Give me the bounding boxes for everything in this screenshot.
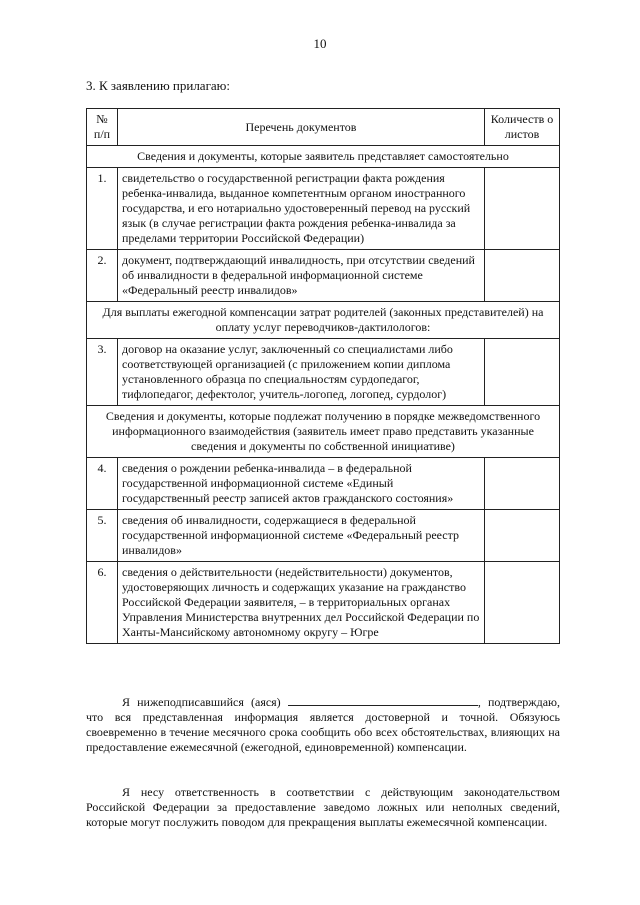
declaration-after: , подтверждаю, что вся представленная информация является достоверной и точной. Обязуюсь своевременно в течение месячного срока сообщить обо всех обстоятельствах, влияющих на предоставление ежемесячной (ежегодной, единовременной) компенсации. [86,695,560,754]
responsibility-paragraph: Я несу ответственность в соответствии с действующим законодательством Российской Федерации за предоставление заведомо ложных или неполных сведений, которые могут послужить поводом для прекращения выплаты ежемесячной компенсации. [86,785,560,829]
row-num: 5. [87,510,118,562]
table-row [87,562,560,644]
row-count[interactable] [485,168,560,250]
table-row [87,458,560,510]
row-count[interactable] [485,510,560,562]
section-title-self: Сведения и документы, которые заявитель представляет самостоятельно [87,146,560,168]
table-row [87,168,560,250]
row-num: 2. [87,250,118,302]
row-num: 6. [87,562,118,644]
row-text: свидетельство о государственной регистрации факта рождения ребенка-инвалида, выданное компетентным органом иностранного государства, и его нотариально удостоверенный перевод на русский язык (в случае регистрации факта рождения ребенка-инвалида за пределами территории Российской Федерации) [118,168,485,250]
table-row [87,510,560,562]
row-count[interactable] [485,250,560,302]
row-text: сведения о рождении ребенка-инвалида – в федеральной государственной информационной системе «Единый государственный реестр записей актов гражданского состояния» [118,458,485,510]
row-num: 3. [87,339,118,406]
row-count[interactable] [485,562,560,644]
declaration-paragraph [86,695,560,755]
section-heading: 3. К заявлению прилагаю: [86,78,231,93]
section-title-annual: Для выплаты ежегодной компенсации затрат родителей (законных представителей) на оплату услуг переводчиков-дактилологов: [87,302,560,339]
section-row [87,302,560,339]
row-text: договор на оказание услуг, заключенный со специалистами либо соответствующей организацией (с приложением копии диплома установленного образца по специальностям сурдопедагог, тифлопедагог, дефектолог, учитель-логопед, логопед, сурдолог) [118,339,485,406]
page-number: 10 [313,36,327,51]
table-header-row [87,109,560,146]
row-text: сведения об инвалидности, содержащиеся в федеральной государственной информационной системе «Федеральный реестр инвалидов» [118,510,485,562]
table-row [87,339,560,406]
section-row [87,406,560,458]
header-count: Количеств о листов [485,109,560,146]
table-row [87,250,560,302]
header-num: № п/п [87,109,118,146]
declaration-before: Я нижеподписавшийся (аяся) [122,695,288,709]
row-count[interactable] [485,458,560,510]
row-num: 4. [87,458,118,510]
signature-name-line[interactable] [288,695,478,706]
header-docs: Перечень документов [118,109,485,146]
section-row [87,146,560,168]
row-text: сведения о действительности (недействительности) документов, удостоверяющих личность и содержащих указание на гражданство Российской Федерации заявителя, – в территориальных органах Управления Министерства внутренних дел Российской Федерации по Ханты-Мансийскому автономному округу – Югре [118,562,485,644]
row-num: 1. [87,168,118,250]
documents-table [86,108,560,644]
row-count[interactable] [485,339,560,406]
section-title-interagency: Сведения и документы, которые подлежат получению в порядке межведомственного информационного взаимодействия (заявитель имеет право представить указанные сведения и документы по собственной инициативе) [87,406,560,458]
row-text: документ, подтверждающий инвалидность, при отсутствии сведений об инвалидности в федеральной информационной системе «Федеральный реестр инвалидов» [118,250,485,302]
